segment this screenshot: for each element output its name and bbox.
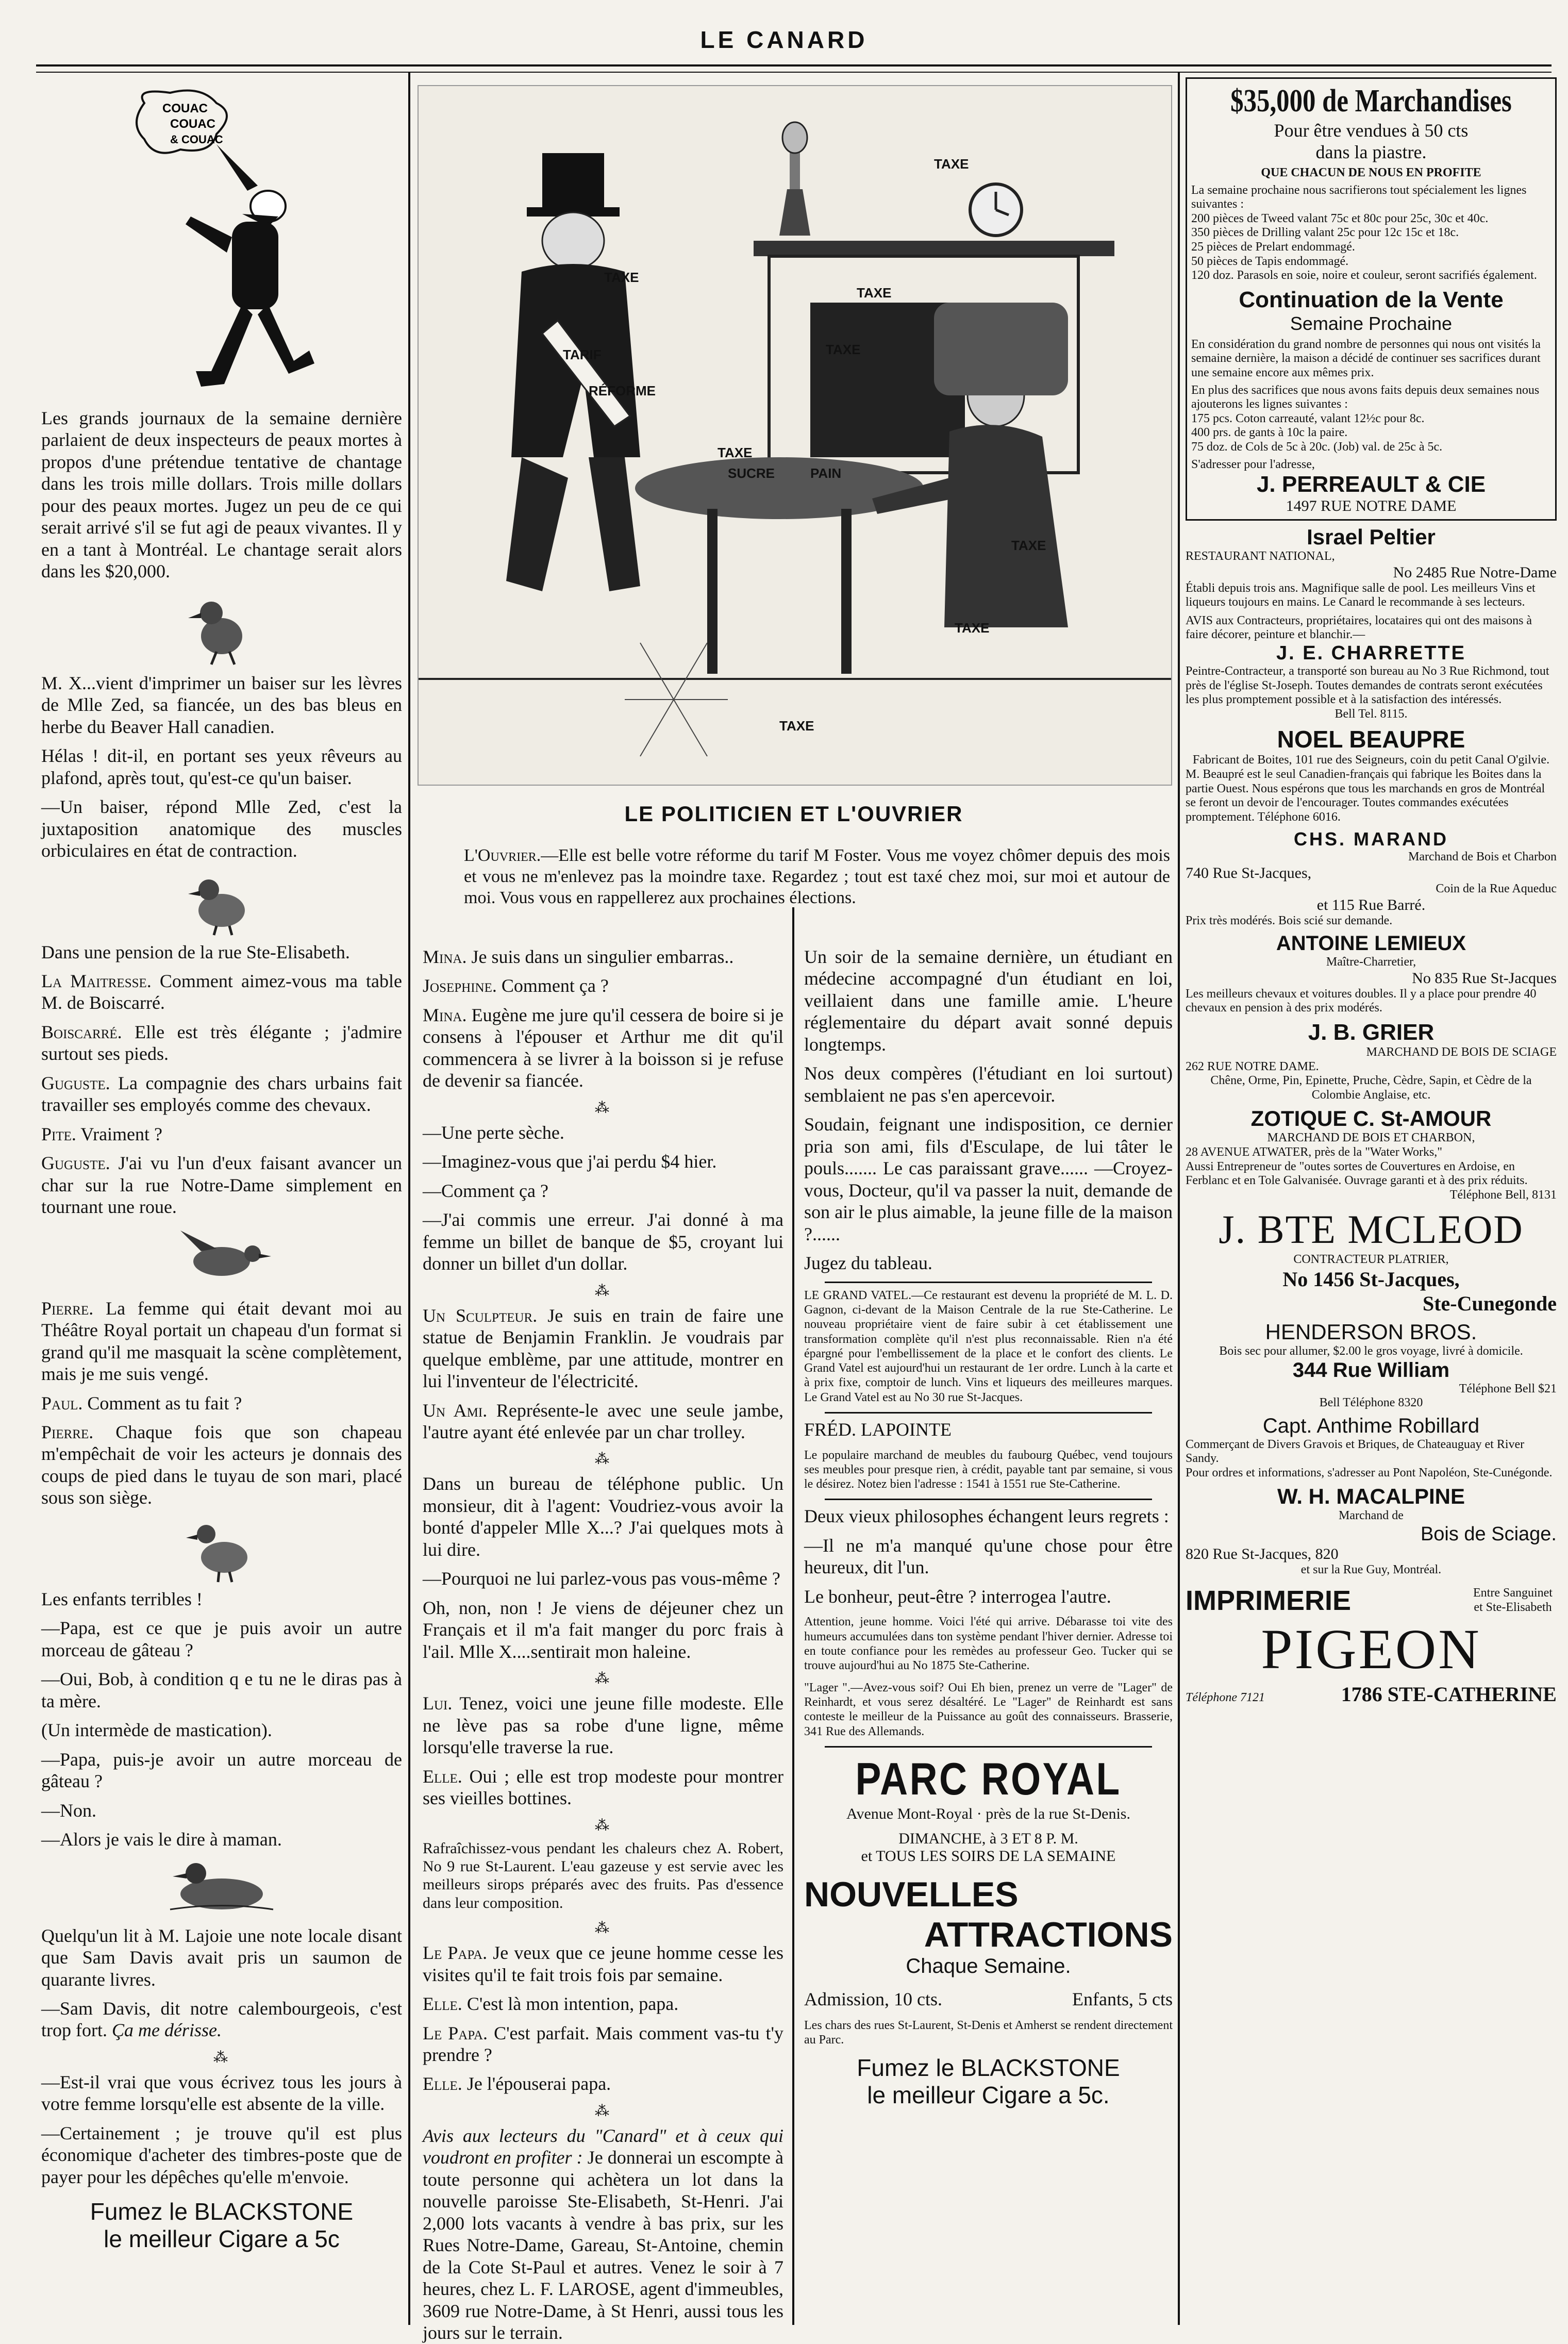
ad-lapointe-title: FRÉD. LAPOINTE: [804, 1419, 952, 1440]
line: La femme qui était devant moi au Théâtre Royal portait un chapeau d'un format si grand qu'il me masquait la scène complètement, mais je me suis vengé.: [41, 1298, 403, 1385]
telephone-line-2: —Pourquoi ne lui parlez-vous pas vous-même ?: [423, 1568, 780, 1589]
etudiant-3: Soudain, feignant une indisposition, ce dernier pria son ami, fils d'Esculape, de lui tâter le pouls....... Le cas paraissant grave...... —Croyez-vous, Docteur, qu'il va passer la nuit, demande de son air le plus aimable, la jeune fille de la maison ?......: [804, 1114, 1173, 1244]
pigeon-address: 1786 STE-CATHERINE: [1341, 1682, 1557, 1706]
line: Je veux que ce jeune homme cesse les visites qu'il te fait trois fois par semaine.: [423, 1942, 784, 1985]
marand-address-3: et 115 Rue Barré.: [1316, 896, 1426, 913]
marchandises-line-3: 25 pièces de Prelart endommagé.: [1191, 240, 1355, 254]
grier-text: Chêne, Orme, Pin, Epinette, Pruche, Cèdre, Sapin, et Cèdre de la Colombie Anglaise, etc.: [1210, 1074, 1532, 1102]
bubble-word-1: COUAC: [162, 102, 208, 115]
blackstone-ad-1: [41, 2198, 402, 2253]
henderson-name: HENDERSON BROS.: [1265, 1319, 1477, 1344]
ad-grier: [1186, 1020, 1557, 1102]
duck-standing-vignette: [183, 1516, 260, 1583]
lemieux-address: No 835 Rue St-Jacques: [1412, 969, 1557, 987]
article-pension-intro: Dans une pension de la rue Ste-Elisabeth.: [41, 941, 350, 962]
ad-lapointe-body: Le populaire marchand de meubles du faubourg Québec, vend toujours ses meubles pour presque rien, à crédit, payable tant par semaine, si vous le désirez. Notez bien l'adresse : 1541 à 1551 rue Ste-Catherine.: [804, 1448, 1173, 1491]
column-4-ads: [1186, 77, 1557, 2322]
dialogue-lui: [423, 1692, 783, 1758]
article-sam-davis-2: [41, 1998, 402, 2041]
line: Tenez, voici une jeune fille modeste. Elle ne lève pas sa robe d'une ligne, même lorsqu'elle traverse la rue.: [423, 1693, 784, 1758]
dialogue-elle-3: [423, 2073, 783, 2094]
macalpine-name: W. H. MACALPINE: [1277, 1484, 1465, 1509]
parc-new-1: NOUVELLES: [804, 1874, 1019, 1914]
speaker: Mina.: [423, 946, 467, 967]
column-3: [804, 946, 1173, 2322]
peltier-sub: RESTAURANT NATIONAL,: [1186, 550, 1335, 563]
dialogue-pierre-2: [41, 1421, 402, 1509]
dialogue-sculpteur: [423, 1305, 783, 1392]
parc-adm-children: Enfants, 5 cts: [1072, 1988, 1173, 2009]
st-amour-tel: Téléphone Bell, 8131: [1449, 1188, 1557, 1202]
continuation-sub: Semaine Prochaine: [1290, 312, 1453, 334]
marand-text: Prix très modérés. Bois scié sur demande.: [1186, 913, 1393, 927]
ad-robillard: [1186, 1415, 1557, 1481]
imprimerie-title: IMPRIMERIE: [1186, 1585, 1352, 1616]
marand-name: CHS. MARAND: [1294, 828, 1448, 850]
henderson-text: Bois sec pour allumer, $2.00 le gros voyage, livré à domicile.: [1219, 1344, 1523, 1358]
continuation-p1: En considération du grand nombre de personnes qui nous ont visités la semaine dernière, la maison a décidé de continuer ses sacrifices durant une semaine encore aux mêmes prix.: [1191, 337, 1541, 379]
marchandises-line-1: 200 pièces de Tweed valant 75c et 80c pour 25c, 30c et 40c.: [1191, 211, 1489, 225]
divider: [825, 1499, 1152, 1500]
marand-sub: Marchand de Bois et Charbon: [1408, 850, 1557, 864]
enfants-line-4: —Papa, puis-je avoir un autre morceau de gâteau ?: [41, 1749, 402, 1792]
cartoon-label-taxe-6: TAXE: [1011, 538, 1046, 553]
ad-marchandises: [1186, 77, 1557, 521]
ad-reinhardt: "Lager ".—Avez-vous soif? Oui Eh bien, prenez un verre de "Lager" de Reinhardt, et vous serez désaltéré. Le "Lager" de Reinhardt est sans conteste le meilleur de la Puissance au goût des connaisseurs. Brasserie, 341 Rue des Allemands.: [804, 1681, 1173, 1738]
robillard-text-2: Pour ordres et informations, s'adresser au Pont Napoléon, Ste-Cunégonde.: [1186, 1466, 1553, 1479]
cartoon-label-reforme: RÉFORME: [589, 383, 656, 398]
separator: ⁂: [595, 1283, 611, 1299]
column-rule-2: [792, 907, 794, 2325]
blackstone-ad-2: [804, 2054, 1173, 2109]
marchandises-sub-1: Pour être vendues à 50 cts: [1274, 120, 1469, 141]
marchandises-line-5: 120 doz. Parasols en soie, noire et couleur, seront sacrifiés également.: [1191, 269, 1537, 282]
blackstone-line-1: Fumez le BLACKSTONE: [857, 2054, 1120, 2082]
lemieux-name: ANTOINE LEMIEUX: [1276, 932, 1466, 955]
dialogue-guguste-2: [41, 1152, 402, 1218]
separator: ⁂: [213, 2049, 230, 2066]
speaker: Un Ami.: [423, 1400, 488, 1421]
etudiant-1: Un soir de la semaine dernière, un étudiant en médecine accompagné d'un étudiant en loi, veillaient dans une famille amie. L'heure réglementaire du départ avait sonné depuis longtemps.: [804, 946, 1173, 1055]
speaker: Josephine.: [423, 975, 497, 996]
line: Elle est très élégante ; j'admire surtout ses pieds.: [41, 1021, 402, 1065]
st-amour-text: Aussi Entrepreneur de "outes sortes de Couvertures en Ardoise, en Ferblanc et en Tole Galvanisée. Ouvrage garanti et à des prix réduits.: [1186, 1159, 1528, 1188]
speaker: Le Papa.: [423, 2022, 488, 2043]
article-peaux-mortes: Les grands journaux de la semaine dernière parlaient de deux inspecteurs de peaux mortes à propos d'une prétendue tentative de chantage dans les trois mille dollars. Trois mille dollars pour des peaux mortes. Jugez un peu de ce qui serait arrivé s'il se fut agi de peaux vivantes. Il y en a tant à Montréal. Le chantage serait alors dans les $20,000.: [41, 408, 402, 582]
speaker: Pierre.: [41, 1298, 94, 1319]
parc-week: Chaque Semaine.: [906, 1954, 1071, 1977]
ad-marand: [1186, 828, 1557, 928]
parc-adm-adults: Admission, 10 cts.: [804, 1988, 943, 2009]
separator: ⁂: [595, 1671, 611, 1687]
parc-note: Les chars des rues St-Laurent, St-Denis et Amherst se rendent directement au Parc.: [804, 2018, 1173, 2047]
henderson-address: 344 Rue William: [1292, 1358, 1450, 1382]
perte-line-3: —Comment ça ?: [423, 1180, 548, 1201]
dialogue-mina-2: [423, 1004, 783, 1092]
separator: ⁂: [595, 2103, 611, 2119]
flying-duck-vignette: [170, 1225, 273, 1292]
speaker: Boiscarré.: [41, 1021, 122, 1042]
robillard-name: Capt. Anthime Robillard: [1262, 1414, 1480, 1437]
line: Comment as tu fait ?: [87, 1392, 242, 1414]
column-rule-1: [408, 72, 410, 2325]
grier-address: 262 RUE NOTRE DAME.: [1186, 1059, 1319, 1073]
column-rule-3: [1178, 72, 1180, 2325]
cartoon-label-tarif: TARIF: [563, 347, 602, 362]
continuation-line-1: 175 pcs. Coton carreauté, valant 12½c pour 8c.: [1191, 411, 1425, 425]
marchandises-head: QUE CHACUN DE NOUS EN PROFITE: [1261, 166, 1481, 179]
punchline: Ça me dérisse.: [111, 2020, 222, 2041]
duckling-vignette-1: [186, 590, 258, 667]
separator: ⁂: [595, 1817, 611, 1834]
perte-line-4: —J'ai commis une erreur. J'ai donné à ma femme un billet de banque de $5, croyant lui donner un billet d'un dollar.: [423, 1209, 783, 1274]
macalpine-sub-2: Bois de Sciage.: [1420, 1523, 1557, 1545]
mcleod-address-1: No 1456 St-Jacques,: [1282, 1267, 1460, 1291]
ad-larose-title: Avis aux lecteurs du "Canard" et à ceux qui voudront en profiter :: [423, 2125, 783, 2168]
telephone-line-3: Oh, non, non ! Je viens de déjeuner chez un Français et il m'a fait manger du porc frais à l'ail. Mlle X....sentirait mon haleine.: [423, 1597, 783, 1662]
bubble-word-2: COUAC: [170, 117, 215, 131]
marchandises-intro: La semaine prochaine nous sacrifierons tout spécialement les lignes suivantes :: [1191, 183, 1527, 211]
joke: —Sam Davis, dit notre calembourgeois, c'est trop fort.: [41, 1998, 402, 2041]
macalpine-sub: Marchand de: [1339, 1509, 1404, 1523]
newspaper-title: LE CANARD: [700, 26, 868, 53]
article-baiser-1: M. X...vient d'imprimer un baiser sur les lèvres de Mlle Zed, sa fiancée, un des bas bleus en herbe du Beaver Hall canadien.: [41, 672, 402, 737]
speaker: Le Papa.: [423, 1942, 488, 1964]
continuation-line-3: 75 doz. de Cols de 5c à 20c. (Job) val. de 25c à 5c.: [1191, 440, 1443, 454]
enfants-line-2: —Oui, Bob, à condition q e tu ne le diras pas à ta mère.: [41, 1669, 402, 1711]
avis-contracteurs: AVIS aux Contracteurs, propriétaires, locataires qui ont des maisons à faire décorer, peinture et blanchir.—: [1186, 613, 1532, 642]
enfants-line-3: (Un intermède de mastication).: [41, 1720, 272, 1741]
perte-line-2: —Imaginez-vous que j'ai perdu $4 hier.: [423, 1151, 717, 1172]
ad-st-amour: [1186, 1106, 1557, 1202]
continuation-p2: En plus des sacrifices que nous avons faits depuis deux semaines nous ajouterons les lignes suivantes :: [1191, 383, 1540, 411]
speaker: Un Sculpteur.: [423, 1305, 538, 1326]
cartoon-label-taxe-1: TAXE: [604, 270, 639, 285]
speaker: Pite.: [41, 1123, 76, 1144]
line: C'est parfait. Mais comment vas-tu t'y prendre ?: [423, 2022, 784, 2065]
beaupre-text: M. Beaupré est le seul Canadien-français qui fabrique les Boites dans la partie Ouest. Nous espérons que tous les marchands en gros de Montréal se feront un devoir de l'encourager. Toutes commandes exécutées promptement. Téléphone 6016.: [1186, 768, 1545, 824]
beaupre-name: NOEL BEAUPRE: [1277, 726, 1465, 753]
ad-beaupre: [1186, 725, 1557, 824]
line: Je suis dans un singulier embarras..: [471, 946, 734, 967]
marand-address-1: 740 Rue St-Jacques,: [1186, 865, 1312, 882]
mcleod-sub: CONTRACTEUR PLATRIER,: [1293, 1253, 1449, 1267]
cartoon-label-taxe-5: TAXE: [718, 445, 753, 460]
charrette-text: Peintre-Contracteur, a transporté son bureau au No 3 Rue Richmond, tout près de l'église St-Joseph. Toutes demandes de contrats seront exécutées les plus promptement possible et à la satisfaction des intéressés.: [1186, 664, 1549, 707]
speaker: Elle.: [423, 2073, 462, 2094]
speaker: Lui.: [423, 1693, 453, 1714]
lemieux-text: Les meilleurs chevaux et voitures doubles. Il y a place pour prendre 40 chevaux en pension à des prix modérés.: [1186, 987, 1537, 1015]
parc-admission: [804, 1988, 1173, 2010]
philosophes-2: —Il ne m'a manqué qu'une chose pour être heureux, dit l'un.: [804, 1535, 1173, 1578]
marchandises-sub-2: dans la piastre.: [1315, 142, 1427, 162]
telephone-line-1: Dans un bureau de téléphone public. Un monsieur, dit à l'agent: Voudriez-vous avoir la bonté d'appeler Mlle X...? J'ai quelques mots à lui dire.: [423, 1473, 783, 1560]
speaker: Elle.: [423, 1993, 462, 2015]
perreault-address: 1497 RUE NOTRE DAME: [1286, 497, 1457, 515]
cartoon-title: LE POLITICIEN ET L'OUVRIER: [624, 802, 963, 826]
line: Vraiment ?: [80, 1123, 163, 1144]
separator: ⁂: [595, 1920, 611, 1937]
marchandises-title: $35,000 de Marchandises: [1230, 84, 1512, 119]
ad-parc-royal: [804, 1753, 1173, 2048]
charrette-tel: Bell Tel. 8115.: [1335, 707, 1408, 721]
cartoon-label-sucre: SUCRE: [728, 466, 775, 481]
peltier-text: Établi depuis trois ans. Magnifique salle de pool. Les meilleurs Vins et liqueurs toujours en mains. Le Canard le recommande à ses lecteurs.: [1186, 581, 1536, 609]
dialogue-elle: [423, 1766, 783, 1809]
speaker: Pierre.: [41, 1422, 94, 1442]
masthead-rule: [36, 64, 1552, 73]
cartoon-caption: [464, 845, 1170, 908]
separator: ⁂: [595, 1451, 611, 1468]
dialogue-elle-2: [423, 1993, 783, 2015]
enfants-line-6: —Alors je vais le dire à maman.: [41, 1829, 282, 1850]
parc-address: Avenue Mont-Royal · près de la rue St-Denis.: [846, 1805, 1130, 1822]
continuation-address-label: S'adresser pour l'adresse,: [1191, 457, 1315, 471]
dialogue-papa-2: [423, 2022, 783, 2066]
ad-lemieux: [1186, 932, 1557, 1016]
duck-trumpeter-illustration: [113, 82, 330, 402]
ad-macalpine: [1186, 1484, 1557, 1577]
ad-larose: [423, 2125, 783, 2344]
cartoon-label-taxe-8: TAXE: [779, 718, 814, 734]
grier-sub: MARCHAND DE BOIS DE SCIAGE: [1366, 1045, 1557, 1059]
dialogue-josephine: [423, 975, 783, 996]
cartoon-label-taxe-7: TAXE: [955, 620, 990, 636]
ad-henderson: [1186, 1320, 1557, 1410]
line: Comment ça ?: [501, 975, 609, 996]
article-timbres-2: —Certainement ; je trouve qu'il est plus économique d'acheter des timbres-poste que de payer pour les dépêches qu'elle m'envoie.: [41, 2122, 402, 2187]
beaupre-sub: Fabricant de Boites, 101 rue des Seigneurs, coin du petit Canal O'gilvie.: [1192, 753, 1550, 767]
marand-address-2: Coin de la Rue Aqueduc: [1436, 882, 1557, 895]
blackstone-line-2: le meilleur Cigare a 5c: [104, 2225, 340, 2253]
speaker: La Maitresse.: [41, 970, 152, 991]
dialogue-papa-1: [423, 1942, 783, 1986]
macalpine-address-2: et sur la Rue Guy, Montréal.: [1300, 1563, 1442, 1577]
political-cartoon: [418, 85, 1172, 786]
ad-charrette: [1186, 614, 1557, 722]
ad-larose-body: Je donnerai un escompte à toute personne qui achètera un lot dans la nouvelle paroisse Ste-Elisabeth, St-Henri. J'ai 2,000 lots vacants à vendre à bas prix, sur les Rues Notre-Dame, Gareau, St-Antoine, chemin de la Cote St-Paul et autres. Venez le soir à 7 heures, chez L. F. LAROSE, agent d'immeubles, 3609 rue Notre-Dame, à St Henri, aussi tous les jours sur le terrain.: [423, 2147, 783, 2343]
marchandises-line-4: 50 pièces de Tapis endommagé.: [1191, 254, 1349, 268]
cartoon-label-pain: PAIN: [810, 466, 842, 481]
line: Eugène me jure qu'il cessera de boire si je consens à l'épouser et Arthur me dit qu'il commencera à se livrer à la boisson si je refuse de devenir sa fiancée.: [423, 1004, 784, 1091]
ad-robert: Rafraîchissez-vous pendant les chaleurs chez A. Robert, No 9 rue St-Laurent. L'eau gazeuse y est servie avec les meilleurs sirops préparés avec des fruits. Pas d'essence dans leur composition.: [423, 1839, 783, 1911]
pigeon-tel: Téléphone 7121: [1186, 1690, 1265, 1704]
swimming-duck-vignette: [165, 1858, 278, 1920]
dialogue-boiscarre: [41, 1021, 402, 1065]
line: Oui ; elle est trop modeste pour montrer ses vieilles bottines.: [423, 1766, 783, 1809]
peltier-name: Israel Peltier: [1307, 525, 1436, 550]
robillard-text: Commerçant de Divers Gravois et Briques, de Chateauguay et River Sandy.: [1186, 1437, 1525, 1466]
speaker: Elle.: [423, 1766, 462, 1787]
line: Je l'épouserai papa.: [466, 2073, 611, 2094]
bubble-word-3: & COUAC: [170, 133, 223, 146]
ad-peltier: [1186, 525, 1557, 610]
ad-grand-vatel: LE GRAND VATEL.—Ce restaurant est devenu la propriété de M. L. D. Gagnon, ci-devant de la Maison Centrale de la rue Ste-Catherine. Le nouveau propriétaire vient de faire subir à cet établissement une transformation complète qu'il n'est plus reconnaissable. Rien n'a été épargné pour l'embellissement de la place et le confort des clients. Le Grand Vatel est aujourd'hui un restaurant de 1er ordre. Lunch à la carte et à prix fixe, comptoir de lunch. Vins et liqueurs des meilleures marques. Le Grand Vatel est au No 30 rue St-Jacques.: [804, 1288, 1173, 1404]
caption-text: —Elle est belle votre réforme du tarif M Foster. Vous me voyez chômer depuis des mois et vous ne m'enlevez pas la moindre taxe. Regardez ; tout est taxé chez moi, sur moi et autour de moi. Vous vous en rappellerez aux prochaines élections.: [464, 846, 1170, 907]
speaker: Mina.: [423, 1004, 467, 1025]
marchandises-line-2: 350 pièces de Drilling valant 25c pour 12c 15c et 18c.: [1191, 226, 1459, 240]
pigeon-footer: [1186, 1682, 1557, 1706]
dialogue-pite: [41, 1123, 402, 1145]
etudiant-4: Jugez du tableau.: [804, 1253, 932, 1274]
blackstone-line-1: Fumez le BLACKSTONE: [90, 2198, 354, 2225]
column-1: [41, 77, 402, 2320]
dialogue-maitresse: [41, 970, 402, 1014]
divider: [825, 1282, 1152, 1283]
article-enfants-terribles: Les enfants terribles !: [41, 1588, 203, 1609]
henderson-tel-1: Téléphone Bell $21: [1459, 1382, 1557, 1395]
peltier-address: No 2485 Rue Notre-Dame: [1393, 563, 1557, 581]
line: Chaque fois que son chapeau m'empêchait de voir les acteurs je donnais des coups de pied dans le tuyau de son mari, placé sous son siège.: [41, 1422, 403, 1508]
line: C'est là mon intention, papa.: [466, 1993, 679, 2015]
macalpine-address: 820 Rue St-Jacques, 820: [1186, 1545, 1339, 1563]
enfants-line-5: —Non.: [41, 1800, 96, 1821]
dialogue-paul: [41, 1392, 402, 1414]
st-amour-name: ZOTIQUE C. St-AMOUR: [1250, 1106, 1492, 1131]
line: Représente-le avec une seule jambe, l'autre ayant été enlevée par un char trolley.: [423, 1400, 783, 1442]
article-timbres-1: —Est-il vrai que vous écrivez tous les jours à votre femme lorsqu'elle est absente de la ville.: [41, 2071, 402, 2115]
st-amour-address: 28 AVENUE ATWATER, près de la "Water Works,": [1186, 1145, 1443, 1159]
line: Je suis en train de faire une statue de Benjamin Franklin. Je voudrais par quelque emblème, par une attitude, montrer en lui l'inventeur de l'électricité.: [423, 1305, 784, 1392]
separator: ⁂: [595, 1100, 611, 1116]
dialogue-guguste-1: [41, 1072, 402, 1116]
divider: [825, 1746, 1152, 1748]
st-amour-sub: MARCHAND DE BOIS ET CHARBON,: [1267, 1131, 1475, 1145]
ad-mcleod: [1186, 1206, 1557, 1316]
ad-tucker: Attention, jeune homme. Voici l'été qui arrive. Débarasse toi vite des humeurs accumulées dans ton système pendant l'hiver dernier. Adresse toi en toute confiance pour les remèdes au professeur Geo. Tucker qui se trouve aujourd'hui au No 1875 Ste-Catherine.: [804, 1615, 1173, 1673]
article-baiser-2: Hélas ! dit-il, en portant ses yeux rêveurs au plafond, après tout, qu'est-ce qu'un baiser.: [41, 745, 402, 788]
caption-speaker: L'Ouvrier.: [464, 846, 541, 865]
henderson-tel-2: Bell Téléphone 8320: [1319, 1396, 1423, 1410]
mcleod-name: J. BTE MCLEOD: [1219, 1207, 1524, 1252]
line: La compagnie des chars urbains fait travailler ses employés comme des chevaux.: [41, 1072, 402, 1116]
continuation-line-2: 400 prs. de gants à 10c la paire.: [1191, 426, 1348, 440]
cartoon-label-taxe-3: TAXE: [934, 156, 969, 172]
dialogue-mina-1: [423, 946, 783, 968]
cartoon-label-taxe-4: TAXE: [826, 342, 861, 357]
grier-name: J. B. GRIER: [1308, 1019, 1434, 1045]
philosophes-3: Le bonheur, peut-être ? interrogea l'autre.: [804, 1586, 1111, 1607]
perte-line-1: —Une perte sèche.: [423, 1122, 564, 1143]
philosophes-1: Deux vieux philosophes échangent leurs regrets :: [804, 1506, 1169, 1527]
line: Comment aimez-vous ma table M. de Boiscarré.: [41, 970, 402, 1013]
duckling-vignette-2: [186, 869, 258, 936]
line: J'ai vu l'un d'eux faisant avancer un char sur la rue Notre-Dame simplement en tournant une roue.: [41, 1153, 402, 1218]
parc-days-2: et TOUS LES SOIRS DE LA SEMAINE: [861, 1847, 1116, 1865]
ad-imprimerie-pigeon: [1186, 1585, 1557, 1706]
speaker: Guguste.: [41, 1072, 110, 1093]
enfants-line-1: —Papa, est ce que je puis avoir un autre morceau de gâteau ?: [41, 1618, 402, 1660]
dialogue-pierre-1: [41, 1298, 402, 1385]
continuation-title: Continuation de la Vente: [1239, 287, 1504, 312]
imprimerie-row: [1186, 1585, 1557, 1617]
dialogue-ami: [423, 1400, 783, 1443]
parc-title: PARC ROYAL: [855, 1753, 1122, 1804]
charrette-name: J. E. CHARRETTE: [1276, 642, 1466, 664]
divider: [825, 1412, 1152, 1414]
cartoon-drawing: [419, 86, 1171, 785]
mcleod-address-2: Ste-Cunegonde: [1422, 1291, 1557, 1315]
etudiant-2: Nos deux compères (l'étudiant en loi surtout) semblaient ne pas s'en apercevoir.: [804, 1063, 1173, 1106]
parc-new-2: ATTRACTIONS: [924, 1915, 1173, 1954]
speaker: Paul.: [41, 1392, 83, 1414]
masthead: [0, 0, 1568, 62]
blackstone-line-2: le meilleur Cigare a 5c.: [867, 2082, 1110, 2109]
lemieux-sub: Maître-Charretier,: [1326, 955, 1416, 969]
speaker: Guguste.: [41, 1153, 110, 1174]
article-baiser-3: —Un baiser, répond Mlle Zed, c'est la juxtaposition anatomique des muscles orbiculaires en état de contraction.: [41, 796, 402, 861]
parc-days-1: DIMANCHE, à 3 ET 8 P. M.: [898, 1830, 1078, 1847]
perreault-name: J. PERREAULT & CIE: [1256, 472, 1486, 497]
cartoon-label-taxe-2: TAXE: [857, 285, 892, 301]
pigeon-name: PIGEON: [1261, 1617, 1481, 1681]
column-2: [423, 946, 784, 2343]
article-sam-davis: Quelqu'un lit à M. Lajoie une note locale disant que Sam Davis avait pris un saumon de quarante livres.: [41, 1925, 402, 1990]
imprimerie-location: Entre Sanguinet et Ste-Elisabeth: [1473, 1586, 1553, 1614]
